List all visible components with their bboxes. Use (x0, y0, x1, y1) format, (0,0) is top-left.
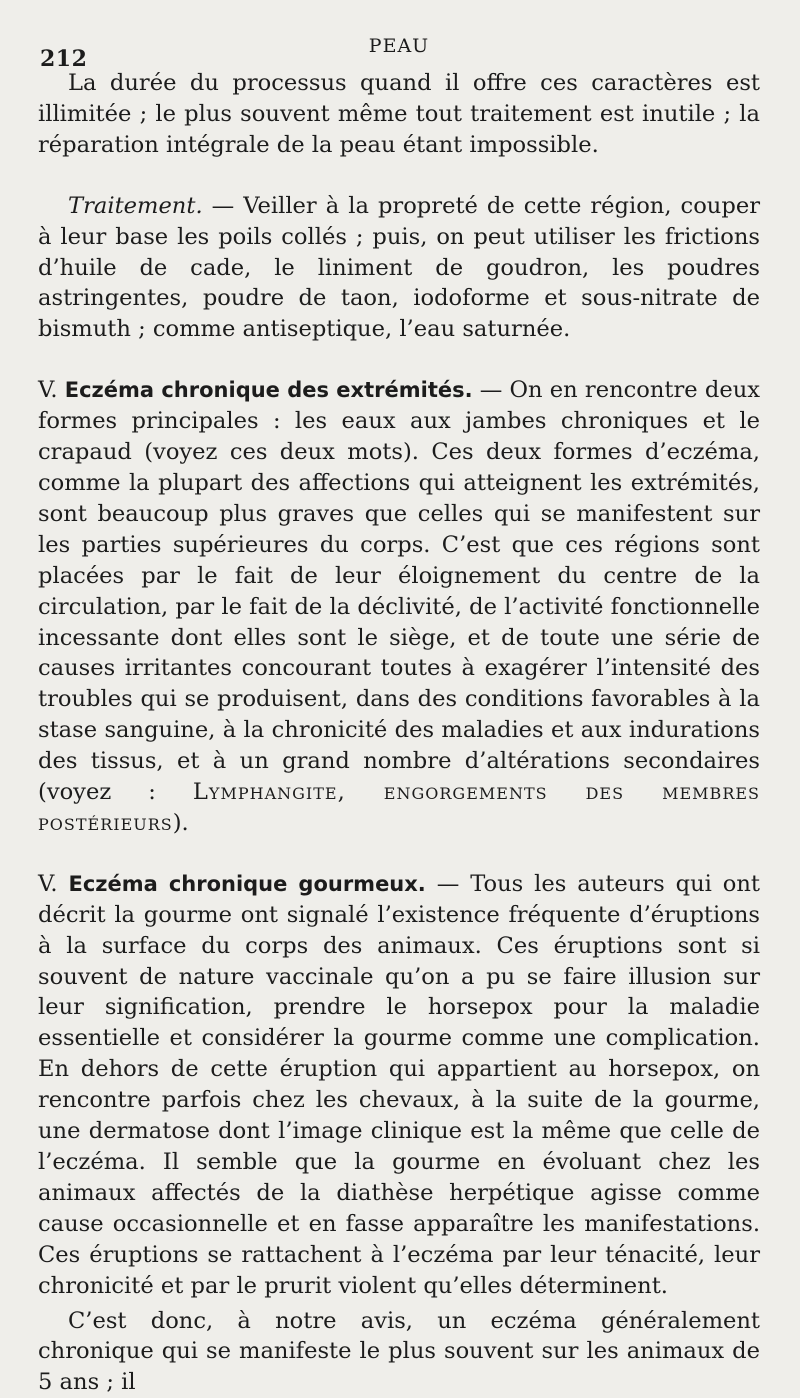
body-text (38, 68, 760, 1398)
paragraph-eczema-extremities (38, 375, 760, 839)
treatment-text: — Veiller à la propreté de cette région, couper à leur base les poils collés ; puis, on peut utiliser les frictions d’huile de cade, le liniment de goudron, les poudres astringentes, poudre de taon, iodoforme et sous-nitrate de bismuth ; comme antiseptique, l’eau saturnée. (38, 192, 760, 343)
paragraph-conclusion: C’est donc, à notre avis, un eczéma généralement chronique qui se manifeste le plus souvent sur les animaux de 5 ans ; il (38, 1307, 760, 1396)
running-head (38, 28, 760, 72)
gourmeux-text: — Tous les auteurs qui ont décrit la gourme ont signalé l’existence fréquente d’éruptions à la surface du corps des animaux. Ces éruptions sont si souvent de nature vaccinale qu’on a pu se faire illusion sur leur signification, prendre le horsepox pour la maladie essentielle et considérer la gourme comme une complication. En dehors de cette éruption qui appartient au horsepox, on rencontre parfois chez les chevaux, à la suite de la gourme, une dermatose dont l’image clinique est la même que celle de l’eczéma. Il semble que la gourme en évoluant chez les animaux affectés de la diathèse herpétique agisse comme cause occasionnelle et en fasse apparaître les manifestations. Ces éruptions se rattachent à l’eczéma par leur ténacité, leur chronicité et par le prurit violent qu’elles déterminent. (38, 870, 760, 1299)
paragraph-spacer (38, 345, 760, 375)
page-number: 212 (40, 46, 88, 72)
section-heading-gourmeux: Eczéma chronique gourmeux. (68, 871, 426, 896)
section-number: V. (38, 870, 69, 897)
extremities-text-end: ). (172, 809, 189, 836)
treatment-run-in-heading: Traitement. (68, 192, 203, 219)
section-heading-extremities: Eczéma chronique des extrémités. (64, 378, 473, 403)
paragraph-eczema-gourmeux (38, 869, 760, 1302)
paragraph-spacer (38, 161, 760, 191)
section-number: V. (38, 377, 65, 404)
running-title: PEAU (368, 35, 430, 57)
paragraph-treatment (38, 191, 760, 346)
extremities-text: — On en rencontre deux formes principales : les eaux aux jambes chroniques et le crapaud (voyez ces deux mots). Ces deux formes d’eczéma, comme la plupart des affections qui atteignent les extrémités, sont beaucoup plus graves que celles qui se manifestent sur les parties supérieures du corps. C’est que ces régions sont placées par le fait de leur éloignement du centre de la circulation, par le fait de la déclivité, de l’activité fonctionnelle incessante dont elles sont le siège, et de toute une série de causes irritantes concourant toutes à exagérer l’intensité des troubles qui se produisent, dans des conditions favorables à la stase sanguine, à la chronicité des maladies et aux indurations des tissus, et à un grand nombre d’altérations secondaires (voyez : (38, 377, 760, 806)
paragraph-spacer (38, 839, 760, 869)
cross-reference: Lymphangite, engorgements des membres postérieurs (38, 779, 761, 836)
paragraph-duration: La durée du processus quand il offre ces caractères est illimitée ; le plus souvent même tout traitement est inutile ; la réparation intégrale de la peau étant impossible. (38, 70, 760, 158)
